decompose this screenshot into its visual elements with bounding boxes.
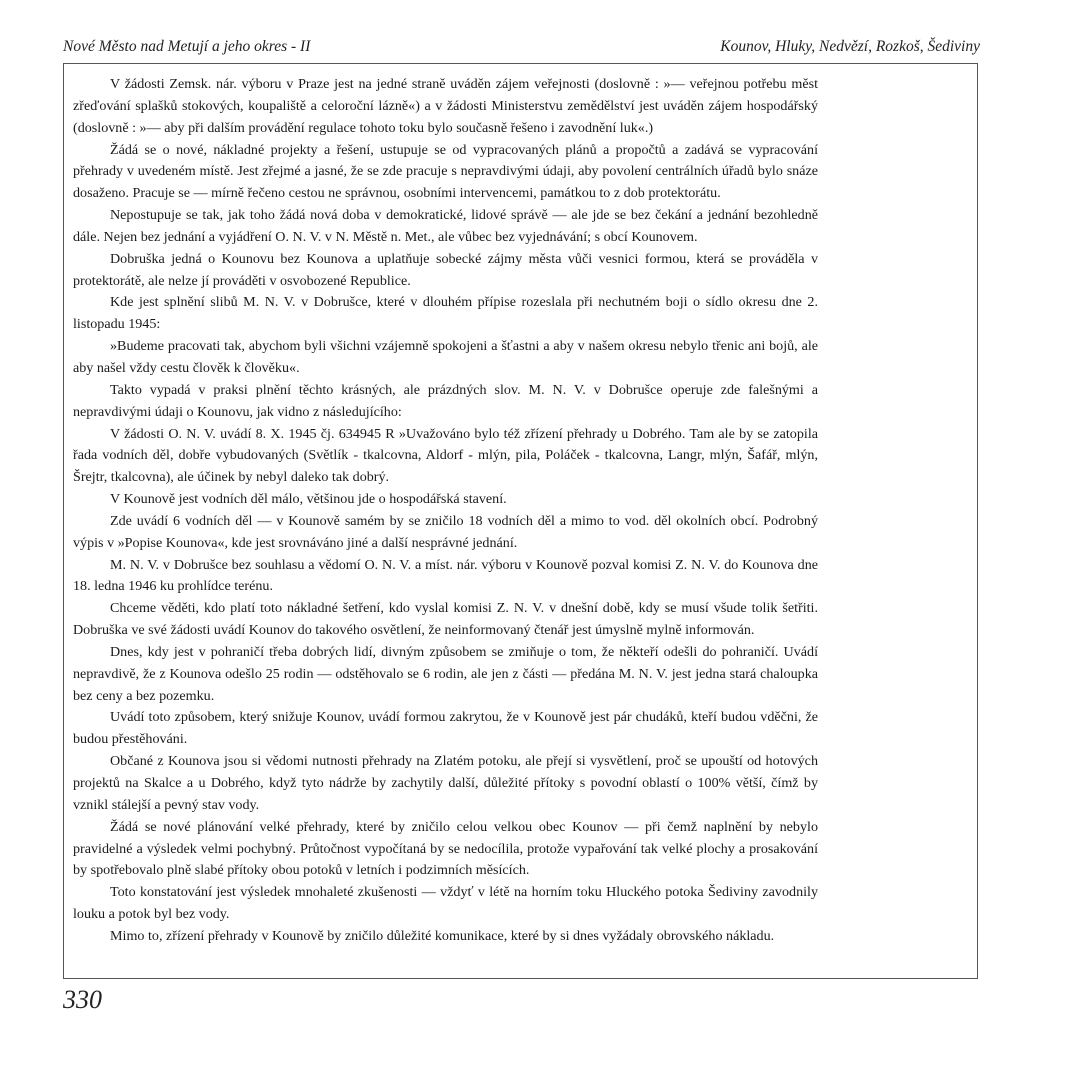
header-section-title: Kounov, Hluky, Nedvězí, Rozkoš, Šediviny [720, 38, 980, 55]
paragraph: Takto vypadá v praksi plnění těchto krásných, ale prázdných slov. M. N. V. v Dobrušce operuje zde falešnými a nepravdivými údaji o Kounovu, jak vidno z následujícího: [73, 381, 818, 420]
header-book-title: Nové Město nad Metují a jeho okres - II [63, 38, 311, 55]
paragraph: Žádá se o nové, nákladné projekty a řešení, ustupuje se od vypracovaných plánů a propočtů a zadává se vypracování přehrady v uvedeném místě. Jest zřejmé a jasné, že se zde pracuje s nepravdivými údaji, aby povolení centrálních úřadů bylo snáze dosaženo. Pracuje se — mírně řečeno cestou ne správnou, osobními intervencemi, památkou to z dob protektorátu. [73, 141, 818, 202]
paragraph: V žádosti O. N. V. uvádí 8. X. 1945 čj. 634945 R »Uvažováno bylo též zřízení přehrady u Dobrého. Tam ale by se zatopila řada vodních děl, dobře vybudovaných (Světlík - tkalcovna, Aldorf - mlýn, pila, Poláček - tkalcovna, Langr, mlýn, Šafář, mlýn, Šrejtr, tkalcovna), ale účinek by nebyl daleko tak dobrý. [73, 425, 818, 486]
paragraph: Občané z Kounova jsou si vědomi nutnosti přehrady na Zlatém potoku, ale přejí si vysvětlení, proč se upouští od hotových projektů na Skalce a u Dobrého, když tyto nádrže by zachytily další, důležité přítoky s povodní oblastí o 100% větší, čímž by vznikl stálejší a pevný stav vody. [73, 753, 818, 813]
body-text [73, 74, 818, 948]
paragraph: Nepostupuje se tak, jak toho žádá nová doba v demokratické, lidové správě — ale jde se bez čekání a jednání bezohledně dále. Nejen bez jednání a vyjádření O. N. V. v N. Městě n. Met., ale vůbec bez vyjednávání; s obcí Kounovem. [73, 207, 818, 245]
paragraph: Toto konstatování jest výsledek mnohaleté zkušenosti — vždyť v létě na horním toku Hluckého potoka Šediviny zavodnily louku a potok byl bez vody. [73, 884, 818, 923]
paragraph: Uvádí toto způsobem, který snižuje Kounov, uvádí formou zakrytou, že v Kounově jest pár chudáků, kteří budou vděčni, že budou přestěhováni. [73, 709, 818, 748]
paragraph: M. N. V. v Dobrušce bez souhlasu a vědomí O. N. V. a míst. nár. výboru v Kounově pozval komisi Z. N. V. do Kounova dne 18. ledna 1946 ku prohlídce terénu. [73, 556, 818, 595]
paragraph: »Budeme pracovati tak, abychom byli všichni vzájemně spokojeni a šťastni a aby v našem okresu nebylo třenic ani bojů, ale aby našel vždy cestu člověk k člověku«. [73, 338, 818, 376]
paragraph: Mimo to, zřízení přehrady v Kounově by zničilo důležité komunikace, které by si dnes vyžádaly obrovského nákladu. [110, 927, 775, 944]
paragraph: Chceme věděti, kdo platí toto nákladné šetření, kdo vyslal komisi Z. N. V. v dnešní době, kdy se musí všude tolik šetřiti. Dobruška ve své žádosti uvádí Kounov do takového osvětlení, že neinformovaný čtenář jest úmyslně mylně informován. [73, 600, 818, 639]
paragraph: V Kounově jest vodních děl málo, většinou jde o hospodářská stavení. [110, 491, 507, 508]
paragraph: Dnes, kdy jest v pohraničí třeba dobrých lidí, divným způsobem se zmiňuje o tom, že někteří odešli do pohraničí. Uvádí nepravdivě, že z Kounova odešlo 25 rodin — odstěhovalo se 6 rodin, ale jen z části — předána M. N. V. jest jedna stará chaloupka bez ceny a bez pozemku. [73, 643, 818, 704]
page-number: 330 [63, 985, 102, 1014]
paragraph: Žádá se nové plánování velké přehrady, které by zničilo celou velkou obec Kounov — při čemž naplnění by nebylo pravidelné a výsledek velmi pochybný. Průtočnost vypočítaná by se nedocílila, protože vypařování tak velké plochy a prosakování by spotřebovalo plně slabé přítoky obou potoků v letních i podzimních měsících. [73, 818, 818, 879]
paragraph: V žádosti Zemsk. nár. výboru v Praze jest na jedné straně uváděn zájem veřejnosti (doslovně : »— veřejnou potřebu měst zřeďování splašků stokových, koupaliště a celoroční lázně«) a v žádosti Ministerstvu zemědělství jest uváděn zájem hospodářský (doslovně : »— aby při dalším provádění regulace tohoto toku bylo současně řešeno i zavodnění luk«.) [73, 76, 818, 136]
paragraph: Zde uvádí 6 vodních děl — v Kounově samém by se zničilo 18 vodních děl a mimo to vod. děl okolních obcí. Podrobný výpis v »Popise Kounova«, kde jest srovnáváno jiné a další nesprávné jednání. [73, 512, 818, 551]
paragraph: Kde jest splnění slibů M. N. V. v Dobrušce, které v dlouhém přípise rozeslala při nechutném boji o sídlo okresu dne 2. listopadu 1945: [73, 294, 818, 333]
paragraph: Dobruška jedná o Kounovu bez Kounova a uplatňuje sobecké zájmy města vůči vesnici formou, která se prováděla v protektorátě, ale nelze jí prováděti v osvobozené Republice. [73, 250, 818, 289]
